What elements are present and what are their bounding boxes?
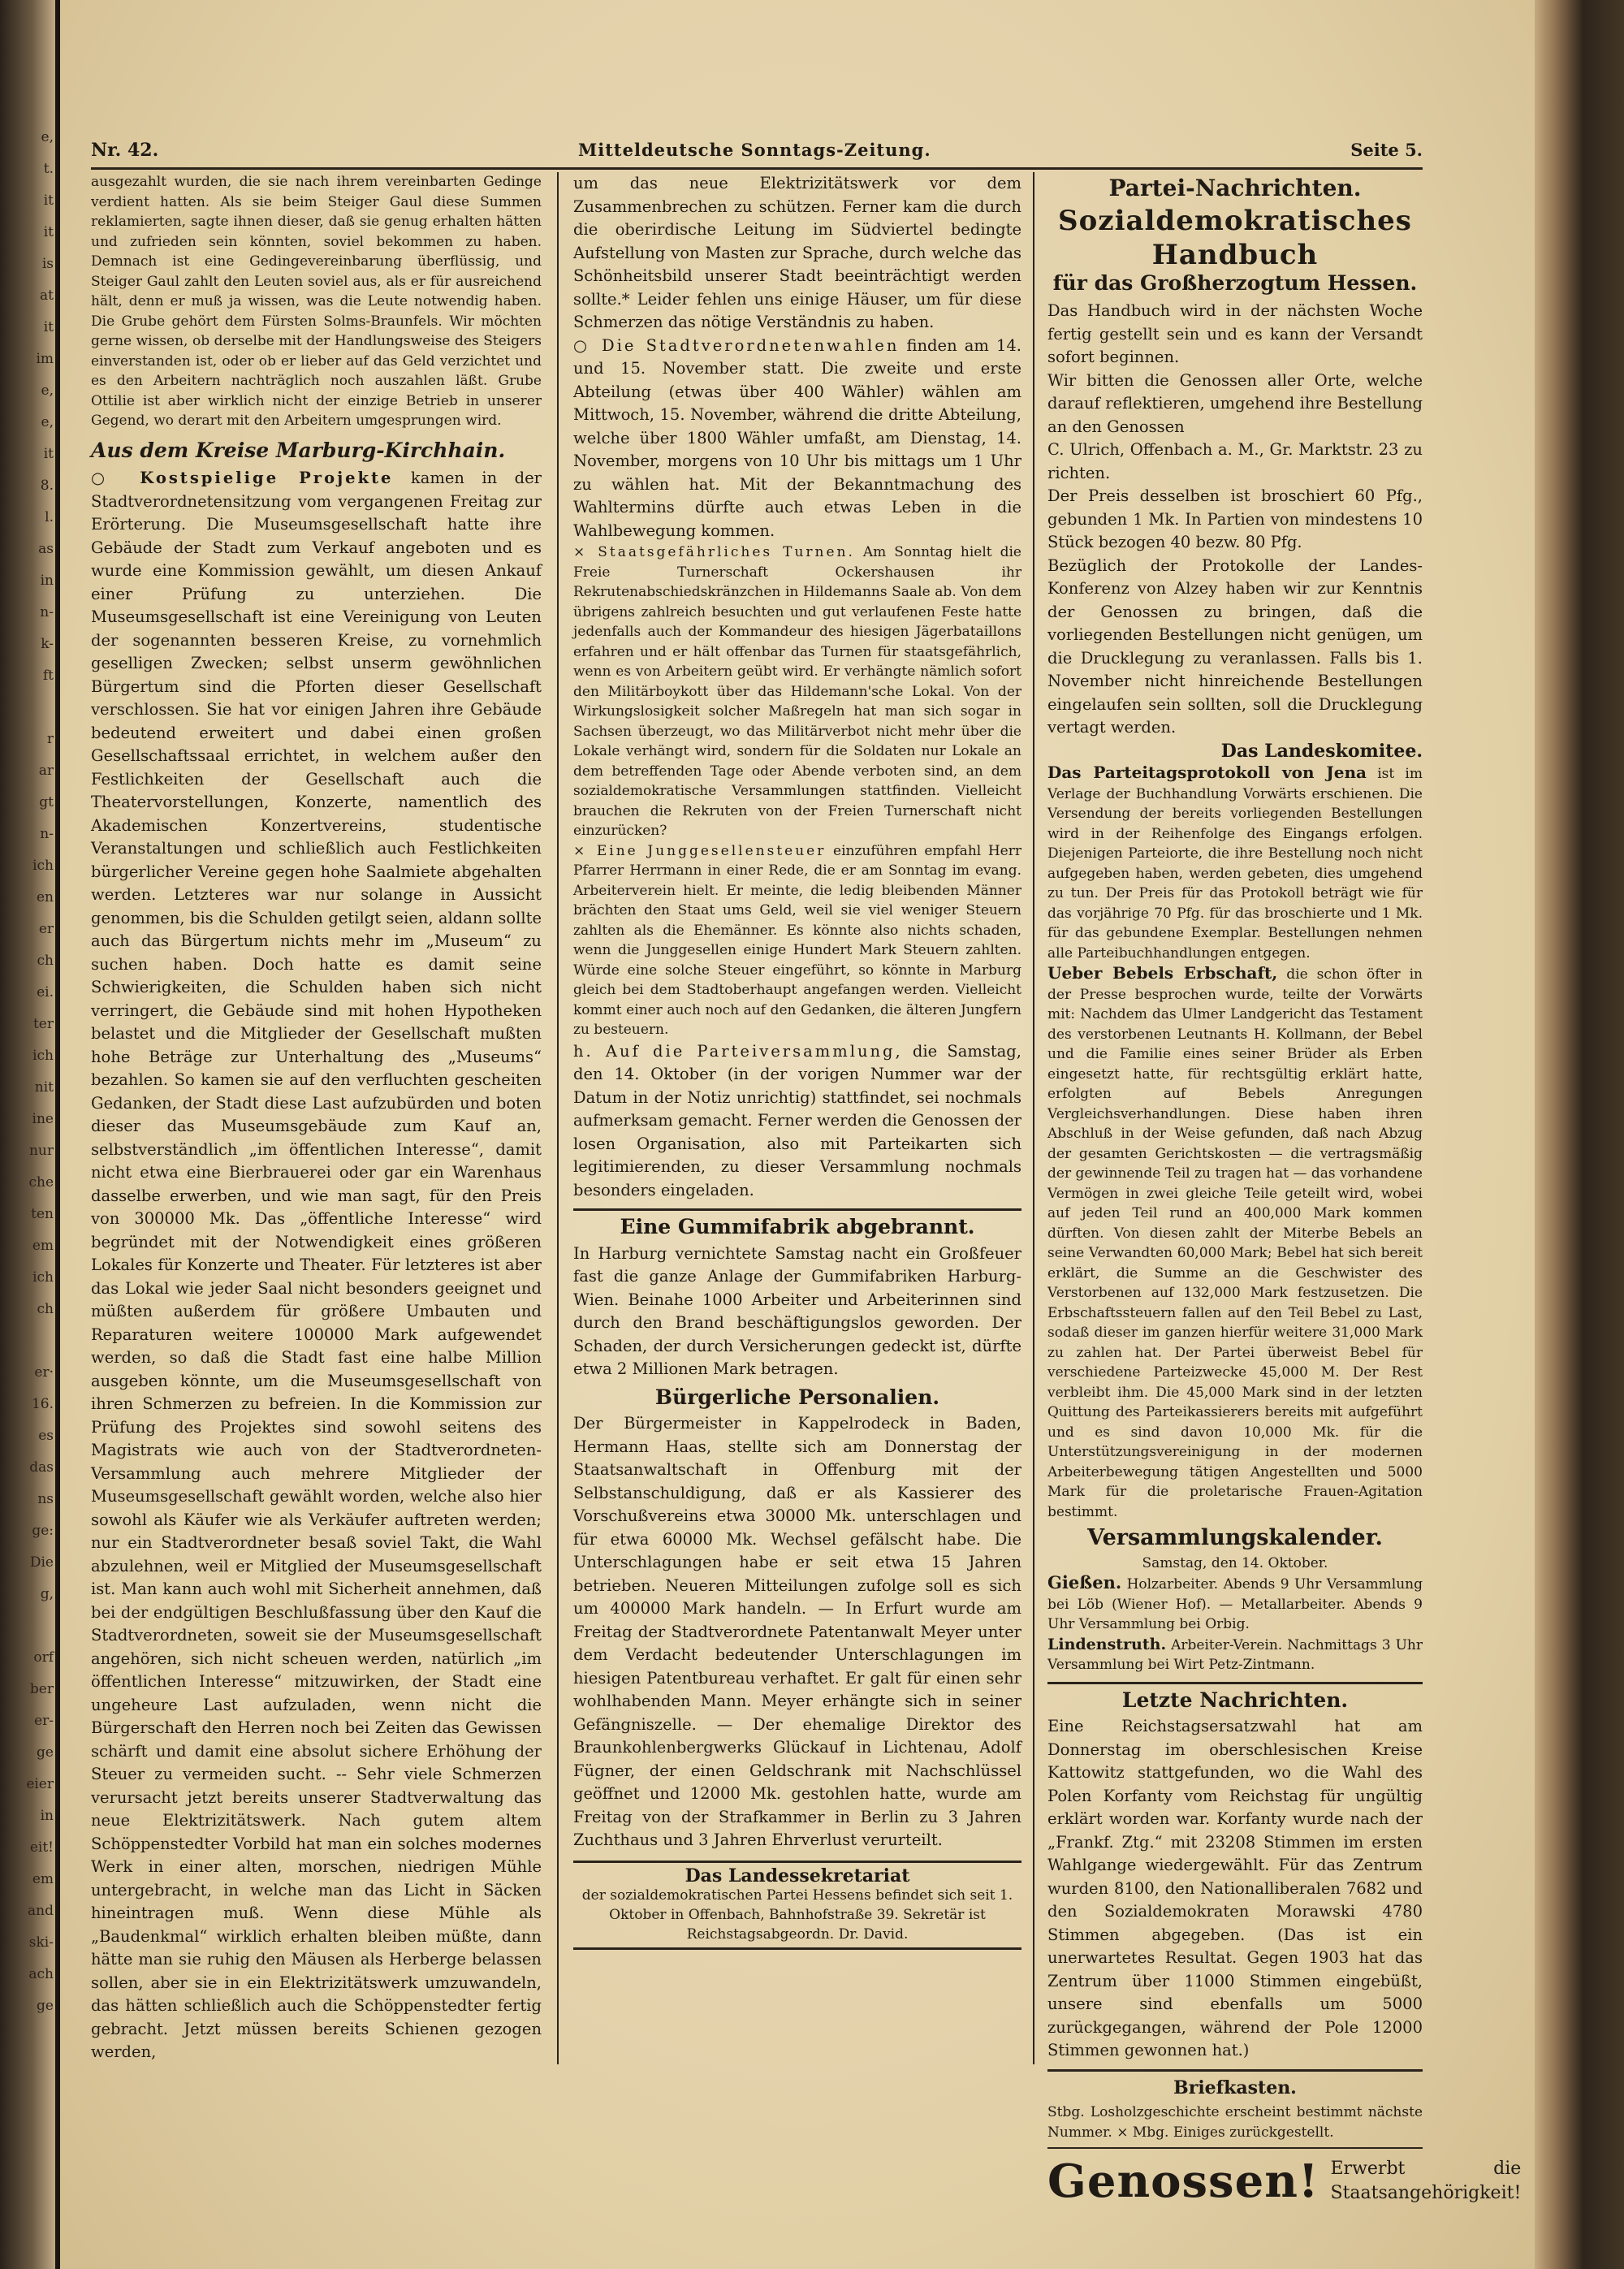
left-page-fragment: en: [36, 889, 54, 905]
address-line: C. Ulrich, Offenbach a. M., Gr. Marktstr. 23 zu richten.: [1047, 440, 1423, 482]
article-body: ist im Verlage der Buchhandlung Vorwärts erschienen. Die Versendung der bereits vorliegenden Bestellungen wird in der Reihenfolge des Eingangs erfolgen. Diejenigen Parteiorte, die ihre Bestellung noch nicht aufgegeben haben, werden gebeten, dies umgehend zu tun. Der Preis für das Protokoll beträgt wie für das vorjährige 70 Pfg. für das broschierte und 1 Mk. für das gebundene Exemplar. Bestellungen nehmen alle Parteibuchhandlungen entgegen.: [1047, 766, 1423, 962]
page-header: [91, 140, 1423, 170]
left-page-fragment: e,: [41, 129, 54, 145]
left-page-fragment: Die: [29, 1554, 54, 1571]
left-page-fragment: it: [43, 446, 54, 462]
event-text: Holzarbeiter. Abends 9 Uhr Versammlung bei Löb (Wiener Hof). — Metallarbeiter. Abends 9 Uhr Versammlung bei Orbig.: [1047, 1576, 1423, 1632]
left-page-fragment: r: [46, 731, 54, 747]
left-page-fragment: es: [38, 1428, 54, 1444]
headline: Letzte Nachrichten.: [1121, 1688, 1349, 1712]
left-page-fragment: e,: [41, 414, 54, 430]
left-page-fragment: gt: [39, 794, 54, 810]
subheadline: für das Großherzogtum Hessen.: [1052, 270, 1418, 295]
event-date: Samstag, den 14. Oktober.: [1142, 1554, 1328, 1571]
left-page-fragment: ich: [32, 1048, 54, 1064]
left-page-fragment: e,: [41, 382, 54, 399]
left-page-fragment: ge:: [32, 1523, 54, 1539]
left-page-fragment: it: [43, 319, 54, 335]
mailbox-text: Stbg. Losholzgeschichte erscheint bestimmt nächste Nummer. × Mbg. Einiges zurückgestellt.: [1047, 2104, 1423, 2141]
section-heading: Aus dem Kreise Marburg-Kirchhain.: [91, 438, 506, 462]
left-page-fragment: in: [40, 573, 54, 589]
left-page-fragment: das: [29, 1459, 54, 1476]
advert-text: Erwerbt die Staatsangehörigkeit!: [1330, 2159, 1522, 2203]
article-text: Der Preis desselben ist broschiert 60 Pfg., gebunden 1 Mk. In Partien von mindestens 10 Stück bezogen 40 bezw. 80 Pfg.: [1047, 486, 1423, 551]
article-body: einzuführen empfahl Herr Pfarrer Herrmann in einer Rede, die er am Sonntag im evang. Arbeiterverein hielt. Er meinte, die ledig bleibenden Männer brächten den Staat ums Geld, weil sie viel weniger Steuern zahlten als die Ehemänner. Es könnte also nichts schaden, wenn die Junggesellen einige Hundert Mark Steuern zahlten. Würde eine solche Steuer eingeführt, so könnte in Marburg gleich bei dem Stadtoberhaupt angefangen werden. Vielleicht kommt einer auch noch auf den Gedanken, die älteren Jungfern zu besteuern.: [573, 842, 1021, 1038]
notice-text: der sozialdemokratischen Partei Hessens befindet sich seit 1. Oktober in Offenbach, Bahnhofstraße 39. Sekretär ist Reichstagsabgeordn. Dr. David.: [581, 1887, 1013, 1943]
left-page-fragment: er-: [34, 1713, 54, 1729]
article-body: Am Sonntag hielt die Freie Turnerschaft Ockershausen ihr Rekrutenabschiedskränzchen in Hildemanns Saale ab. Von dem übrigens zahlreich besuchten und gut verlaufenen Feste hatte jedenfalls auch der Kommandeur des hiesigen Jägerbataillons erfahren und er hält offenbar das Turnen für staatsgefährlich, wenn es von Arbeitern geübt wird. Er verhängte nämlich sofort den Militärboykott über das Hildemann'sche Lokal. Von der Wirkungslosigkeit solcher Maßregeln hat man sich sogar in Sachsen überzeugt, wo das Militärverbot nicht mehr über die Lokale verhängt wird, sondern für die Soldaten nur Lokale an dem betreffenden Tage oder Abende verboten sind, an dem sozialdemokratische Versammlungen stattfinden. Vielleicht brauchen die Rekruten von der Freien Turnerschaft nicht einzurücken?: [573, 544, 1021, 839]
column-rule-2: [1033, 172, 1034, 2064]
divider: [1047, 2147, 1423, 2149]
article-lead: Das Parteitagsprotokoll von Jena: [1047, 763, 1367, 782]
left-page-fragment: as: [38, 541, 54, 557]
notice-box: [573, 1861, 1021, 1950]
column-1: [91, 172, 542, 2064]
left-page-fragment: er·: [34, 1364, 54, 1381]
left-page-fragment: it: [43, 192, 54, 209]
left-page-fragment: n-: [40, 826, 54, 842]
headline: Bürgerliche Personalien.: [654, 1385, 940, 1409]
left-page-fragment: at: [40, 287, 54, 304]
left-page-fragment: [0, 1325, 57, 1357]
article-text: Eine Reichstagsersatzwahl hat am Donnerstag im oberschlesischen Kreise Kattowitz stattgefunden, wo die Wahl des Polen Korfanty vom Reichstag für ungültig erklärt worden war. Korfanty wurde nach der „Frankf. Ztg.“ mit 23208 Stimmen im ersten Wahlgange wiedergewählt. Für das Zentrum wurden 8100, den Nationalliberalen 7682 und den Sozialdemokraten Morawski 4780 Stimmen abgegeben. (Das ist ein unerwartetes Resultat. Gegen 1903 hat das Zentrum über 11000 Stimmen eingebüßt, unsere sind ebenfalls um 5000 zurückgegangen, während der Pole 12000 Stimmen gewonnen hat.): [1047, 1717, 1423, 2059]
section-heading: Partei-Nachrichten.: [1108, 175, 1362, 201]
left-page-fragment: g,: [40, 1586, 54, 1602]
left-page-fragment: orf: [33, 1649, 54, 1666]
headline: Sozialdemokratisches Handbuch: [1058, 204, 1412, 271]
left-page-fragment: ar: [38, 763, 54, 779]
left-page-fragment: and: [28, 1903, 54, 1919]
left-page-fragment: nit: [34, 1079, 54, 1096]
left-page-fragment: ten: [31, 1206, 54, 1222]
column-2: [573, 172, 1021, 1950]
left-page-fragment: n-: [40, 604, 54, 620]
article-body: die Samstag, den 14. Oktober (in der vorigen Nummer war der Datum in der Notiz unrichtig) stattfindet, sei nochmals aufmerksam gemacht. Ferner werden die Genossen der losen Organisation, also mit Parteikarten sich legitimierenden, zu dieser Versammlung nochmals besonders eingeladen.: [573, 1041, 1021, 1199]
left-page-fragment: che: [28, 1174, 54, 1191]
event-entry: [1047, 1573, 1423, 1635]
article-lead: ○ Die Stadtverordnetenwahlen: [573, 335, 900, 355]
divider: [573, 1208, 1021, 1211]
article-lead: ○ Kostspielige Projekte: [91, 469, 394, 487]
article-text: [91, 467, 542, 2064]
left-page-fragment: ter: [32, 1016, 54, 1032]
left-page-fragment: ns: [37, 1491, 54, 1507]
divider: [1047, 1682, 1423, 1684]
left-page-fragment: [0, 692, 57, 724]
article-text: ausgezahlt wurden, die sie nach ihrem vereinbarten Gedinge verdient hatten. Als sie beim Steiger Gaul diese Summen reklamierten, sagte ihnen dieser, daß sie genug erhalten hätten und zufrieden sein könnten, soviel bekommen zu haben. Demnach ist eine Gedingevereinbarung überflüssig, und Steiger Gaul zahlt den Leuten soviel aus, als er für ausreichend hält, denn er muß ja wissen, was die Leute notwendig haben. Die Grube gehört dem Fürsten Solms-Braunfels. Wir möchten gerne wissen, ob derselbe mit der Handlungsweise des Steigers einverstanden ist, oder ob er lieber auf das Geld verzichtet und es den Arbeitern nachträglich noch auszahlen läßt. Grube Ottilie ist aber wirklich nicht der einzige Betrieb in unserer Gegend, wo derart mit den Arbeitern umgesprungen wird.: [91, 174, 542, 429]
advert: [1047, 2154, 1522, 2208]
divider: [1047, 2069, 1423, 2072]
left-page-fragment: ich: [32, 858, 54, 874]
left-page-fragment: ach: [28, 1966, 54, 1982]
page-number: Seite 5.: [1350, 140, 1423, 160]
left-page-fragment: l.: [45, 509, 54, 525]
article-lead: × Staatsgefährliches Turnen.: [573, 544, 855, 560]
article-text: Bezüglich der Protokolle der Landes-Konferenz von Alzey haben wir zur Kenntnis der Genossen zu bringen, daß die vorliegenden Bestellungen nicht genügen, um die Drucklegung zu veranlassen. Falls bis 1. November nicht hinreichende Bestellungen eingelaufen sein sollten, soll die Drucklegung vertagt werden.: [1047, 555, 1423, 737]
left-page-fragment: ine: [32, 1111, 54, 1127]
headline: Eine Gummifabrik abgebrannt.: [620, 1215, 975, 1238]
article-text: [1047, 963, 1423, 1522]
event-place: Gießen.: [1047, 1572, 1122, 1593]
article-lead: h. Auf die Parteiversammlung,: [573, 1041, 903, 1061]
column-3: [1047, 172, 1522, 2208]
left-page-fragment: ch: [37, 1301, 54, 1317]
left-page-fragment: 16.: [31, 1396, 54, 1412]
left-page-edge-fragments: [0, 122, 57, 2022]
left-page-fragment: ber: [29, 1681, 54, 1697]
column-rule-1: [557, 172, 559, 2064]
left-page-fragment: it: [43, 224, 54, 240]
event-place: Lindenstruth.: [1047, 1635, 1167, 1653]
left-page-fragment: ch: [37, 953, 54, 969]
article-lead: × Eine Junggesellensteuer: [573, 842, 827, 859]
left-page-fragment: eit!: [29, 1839, 54, 1856]
left-page-fragment: ich: [32, 1269, 54, 1286]
left-page-fragment: em: [32, 1238, 54, 1254]
article-text: [573, 335, 1021, 543]
article-text: [573, 542, 1021, 841]
left-page-fragment: ei.: [37, 984, 54, 1001]
newspaper-title: Mitteldeutsche Sonntags-Zeitung.: [578, 140, 931, 160]
left-page-fragment: is: [41, 256, 54, 272]
notice-title: Das Landessekretariat: [685, 1865, 910, 1887]
left-page-fragment: in: [40, 1808, 54, 1824]
article-lead: Ueber Bebels Erbschaft,: [1047, 963, 1278, 983]
article-text: Wir bitten die Genossen aller Orte, welche darauf reflektieren, umgehend ihre Bestellung an den Genossen: [1047, 370, 1423, 436]
issue-number: Nr. 42.: [91, 140, 159, 161]
left-page-fragment: ge: [37, 1744, 54, 1761]
event-entry: [1047, 1635, 1423, 1675]
article-body: kamen in der Stadtverordnetensitzung vom vergangenen Freitag zur Erörterung. Die Museumsgesellschaft hatte ihre Gebäude der Stadt zum Verkauf angeboten und es wurde eine Kommission gewählt, um diesen Ankauf einer Prüfung zu unterziehen. Die Museumsgesellschaft ist eine Vereinigung von Leuten der sogenannten besseren Kreise, zu vornehmlich geselligen Zwecken; selbst unserm gewöhnlichen Bürgertum sind die Pforten dieser Gesellschaft verschlossen. Sie hat vor einigen Jahren ihre Gebäude bedeutend erweitert und dabei einen großen Gesellschaftssaal errichtet, in welchem außer den Festlichkeiten der Gesellschaft auch die Theatervorstellungen, Konzerte, namentlich des Akademischen Konzertvereins, studentische Veranstaltungen und schließlich auch Festlichkeiten bürgerlicher Vereine gegen hohe Saalmiete abgehalten werden. Letzteres war nur solange in Aussicht genommen, bis die Schulden getilgt seien, aldann sollte auch das Bürgertum nichts mehr im „Museum“ zu suchen haben. Doch hatte es damit seine Schwierigkeiten, die Schulden haben sich nicht verringert, die Gebäude sind mit hohen Hypotheken belastet und die Mitglieder der Gesellschaft mußten hohe Beträge zur Unterhaltung des „Museums“ bezahlen. So kamen sie auf den verfluchten gescheiten Gedanken, der Stadt diese Last aufzubürden und boten dieser das Museumsgebäude zum Kauf an, selbstverständlich „im öffentlichen Interesse“, damit nicht etwa eine Bierbrauerei oder gar ein Warenhaus dasselbe erwerben, und wie man sagt, für den Preis von 300000 Mk. Das „öffentliche Interesse“ wird begründet mit der Notwendigkeit eines größeren Lokales für Konzerte und Theater. Für letzteres ist aber das Lokal wie jeder Saal nicht besonders geeignet und müßten außerdem für größere Umbauten und Reparaturen weitere 100000 Mark aufgewendet werden, so daß die Stadt fast eine halbe Million ausgeben könnte, um die Museumsgesellschaft von ihren Schmerzen zu befreien. In die Kommission zur Prüfung des Projektes sind sowohl seitens des Magistrats wie auch von der Stadtverordneten-Versammlung auch mehrere Mitglieder der Museumsgesellschaft gewählt worden, welche also hier sowohl als Käufer wie als Verkäufer auftreten werden; nur ein Stadtverordneter besaß soviel Takt, die Wahl abzulehnen, weil er Mitglied der Museumsgesellschaft ist. Man kann auch wohl mit Sicherheit annehmen, daß bei der endgültigen Beschlußfassung über den Kauf die Stadtverordneten, soweit sie der Museumsgesellschaft angehören, sich nicht scheuen werden, natürlich „im öffentlichen Interesse“ mitzuwirken, der Stadt eine ungeheure Last aufzuladen, wenn nicht die Bürgerschaft den Herren noch bei Zeiten das Gewissen schärft und damit eine absolut sichere Erhöhung der Steuer zu vermeiden sucht. -- Sehr viele Schmerzen verursacht jetzt bereits unserer Stadtverwaltung das neue Elektrizitätswerk. Nach gutem altem Schöppenstedter Vorbild hat man ein solches modernes Werk in einer alten, morschen, niedrigen Mühle untergebracht, in welche man das Licht in Säcken hineintragen muß. Wenn diese Mühle als „Baudenkmal“ wirklich erhalten bleiben müßte, dann hätte man sie ruhig den Mäusen als Herberge belassen sollen, aber sie in ein Elektrizitätswerk umzuwandeln, das hätten schließlich auch die Schöppenstedter fertig gebracht. Jetzt müssen bereits Schienen gezogen werden,: [91, 469, 542, 2061]
left-page-fragment: nur: [28, 1143, 54, 1159]
advert-title: Genossen!: [1047, 2154, 1320, 2208]
article-text: [573, 1040, 1021, 1203]
headline: Versammlungskalender.: [1087, 1525, 1383, 1550]
event-text: Arbeiter-Verein. Nachmittags 3 Uhr Versammlung bei Wirt Petz-Zintmann.: [1047, 1636, 1423, 1673]
left-page-fragment: em: [32, 1871, 54, 1887]
left-page-fragment: k-: [41, 636, 54, 652]
right-binding: [1533, 0, 1624, 2269]
signature: Das Landeskomitee.: [1220, 740, 1423, 762]
left-page-fragment: [0, 1610, 57, 1642]
article-text: Der Bürgermeister in Kappelrodeck in Baden, Hermann Haas, stellte sich am Donnerstag der Staatsanwaltschaft in Offenburg mit der Selbstanschuldigung, daß er als Kassierer des Vorschußvereins etwa 30000 Mk. unterschlagen und für etwa 60000 Mk. Wechsel gefälscht habe. Die Unterschlagungen habe er seit etwa 15 Jahren betrieben. Neueren Mitteilungen zufolge soll es sich um 400000 Mark handeln. — In Erfurt wurde am Freitag der Stadtverordnete Patentanwalt Meyer unter dem Verdacht bedeutender Unterschlagungen im hiesigen Patentbureau verhaftet. Er galt für einen sehr wohlhabenden Mann. Meyer erhängte sich in seiner Gefängniszelle. — Der ehemalige Direktor des Braunkohlenbergwerks Glückauf in Lichtenau, Adolf Fügner, der einen Geldschrank mit Nachschlüssel geöffnet und 12000 Mk. gestohlen hatte, wurde am Freitag von der Strafkammer in Berlin zu 3 Jahren Zuchthaus und 3 Jahren Ehrverlust verurteilt.: [573, 1414, 1021, 1849]
article-body: finden am 14. und 15. November statt. Die zweite und erste Abteilung (etwas über 400 Wähler) wählen am Mittwoch, 15. November, während die dritte Abteilung, welche über 1800 Wähler umfaßt, am Dienstag, 14. November, morgens von 10 Uhr bis mittags um 1 Uhr zu wählen hat. Mit der Bekanntmachung des Wahltermins dürfte auch etwas Leben in die Wahlbewegung kommen.: [573, 335, 1021, 540]
left-page-fragment: ft: [42, 668, 54, 684]
left-page-fragment: er: [38, 921, 54, 937]
article-body: die schon öfter in der Presse besprochen wurde, teilte der Vorwärts mit: Nachdem das Ulmer Landgericht das Testament des verstorbenen Leutnants H. Kollmann, der Bebel und die Familie eines seiner Brüder als Erben eingesetzt hatte, für rechtsgültig erklärt hatte, erfolgten auf Bebels Anregungen Vergleichsverhandlungen. Diese haben ihren Abschluß in der Weise gefunden, daß nach Abzug der gesamten Gerichtskosten — die vertragsmäßig der gewinnende Teil zu tragen hat — das vorhandene Vermögen in zwei gleiche Teile geteilt wird, wobei auf jeden Teil rund an 400,000 Mark kommen dürften. Von diesen zahlt der Miterbe Bebels an seine Verwandten 60,000 Mark; Bebel hat sich bereit erklärt, die Summe an die Geschwister des Verstorbenen auf 132,000 Mark festzusetzen. Die Erbschaftssteuern fallen auf den Teil Bebel zu Last, sodaß dieser im ganzen hierfür weitere 31,000 Mark zu zahlen hat. Der Partei überweist Bebel für verschiedene Parteizwecke 45,000 M. Der Rest verbleibt ihm. Die 45,000 Mark sind in der letzten Quittung des Parteikassierers bereits mit aufgeführt und es sind davon 10,000 Mk. für die Unterstützungsvereinigung in der modernen Arbeiterbewegung tätigen Angestellten und 5000 Mark für die proletarische Frauen-Agitation bestimmt.: [1047, 966, 1423, 1520]
article-text: um das neue Elektrizitätswerk vor dem Zusammenbrechen zu schützen. Ferner kam die durch die oberirdische Leitung im Südviertel bedingte Aufstellung von Masten zur Sprache, durch welche das Schönheitsbild unserer Stadt beeinträchtigt werden sollte.* Leider fehlen uns einige Häuser, um für diese Schmerzen das nötige Verständnis zu haben.: [573, 174, 1021, 331]
article-text: [1047, 763, 1423, 963]
article-text: [573, 841, 1021, 1040]
left-page-fragment: 8.: [40, 478, 54, 494]
left-page-fragment: im: [36, 351, 54, 367]
left-page-fragment: t.: [43, 161, 54, 177]
left-page-fragment: ge: [37, 1998, 54, 2014]
article-text: Das Handbuch wird in der nächsten Woche fertig gestellt sein und es kann der Versandt sofort beginnen.: [1047, 301, 1423, 366]
article-text: In Harburg vernichtete Samstag nacht ein Großfeuer fast die ganze Anlage der Gummifabriken Harburg-Wien. Beinahe 1000 Arbeiter und Arbeiterinnen sind durch den Brand beschäftigungslos geworden. Der Schaden, der durch Versicherungen gedeckt ist, dürfte etwa 2 Millionen Mark betragen.: [573, 1243, 1021, 1378]
headline: Briefkasten.: [1173, 2077, 1297, 2098]
left-page-fragment: eier: [26, 1776, 54, 1792]
left-page-fragment: ski-: [28, 1934, 54, 1951]
